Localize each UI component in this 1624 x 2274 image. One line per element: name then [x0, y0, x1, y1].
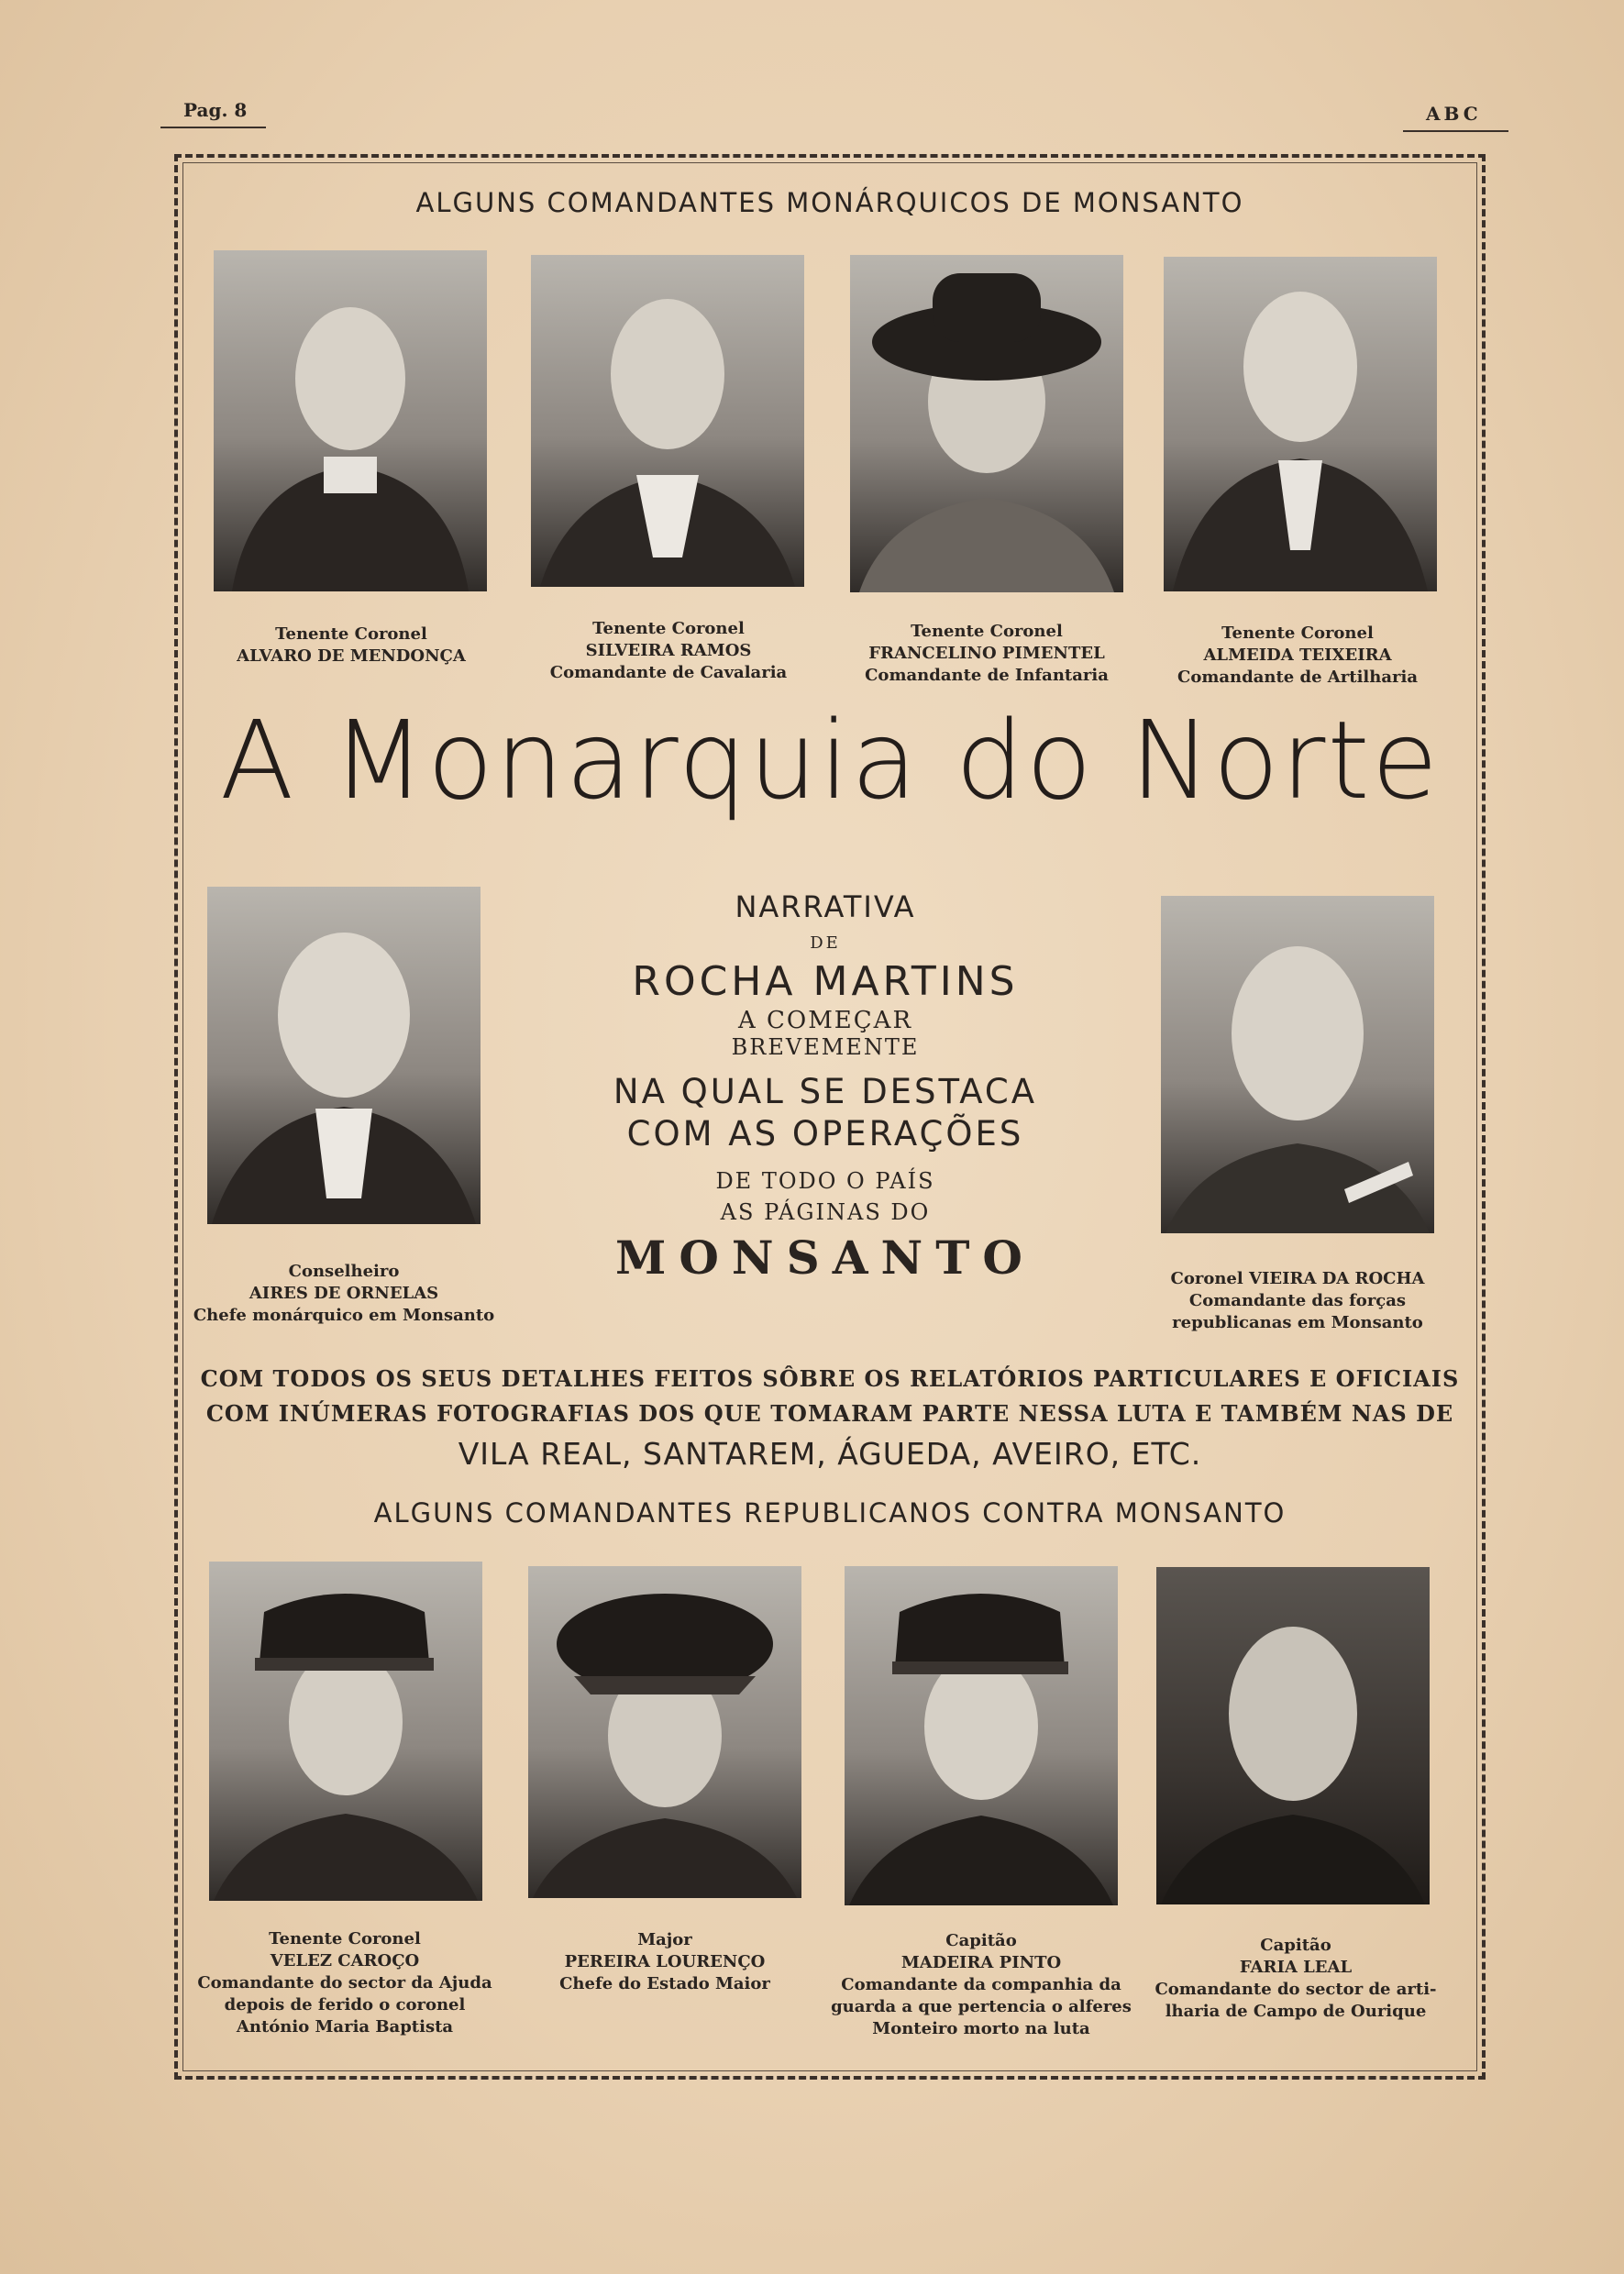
- caption-name: FARIA LEAL: [1239, 1958, 1353, 1977]
- caption-name: SILVEIRA RAMOS: [585, 641, 752, 660]
- portrait-madeira-pinto: [845, 1566, 1118, 1905]
- portrait-silveira-ramos: [531, 255, 804, 587]
- portrait-alvaro-de-mendonca: [214, 250, 487, 591]
- caption-role-cont: guarda a que pertencia o alferes: [831, 1997, 1132, 2016]
- author-name: ROCHA MARTINS: [632, 958, 1019, 1005]
- portrait-pereira-lourenco: [528, 1566, 801, 1898]
- body-line-places: VILA REAL, SANTAREM, ÁGUEDA, AVEIRO, ETC.: [458, 1436, 1202, 1472]
- main-headline: A Monarquia do Norte: [219, 697, 1441, 823]
- monarchist-section-title: ALGUNS COMANDANTES MONÁRQUICOS DE MONSANTO: [415, 187, 1244, 218]
- caption-vieira-da-rocha: [1137, 1268, 1458, 1334]
- caption-role: Comandante de Infantaria: [865, 666, 1109, 685]
- caption-role: Comandante do sector de arti-: [1154, 1980, 1437, 1999]
- caption-rank: Capitão: [945, 1931, 1017, 1950]
- portrait-francelino-pimentel: [850, 255, 1123, 592]
- caption-role-cont: lharia de Campo de Ourique: [1165, 2002, 1427, 2021]
- caption-rank: Capitão: [1260, 1936, 1331, 1955]
- portrait-faria-leal: [1156, 1567, 1430, 1904]
- caption-rank: Tenente Coronel: [911, 622, 1063, 641]
- caption-aires-de-ornelas: [174, 1261, 514, 1327]
- caption-role: Comandante das forças: [1188, 1291, 1407, 1310]
- caption-name: VELEZ CAROÇO: [270, 1951, 420, 1970]
- destaca-line: NA QUAL SE DESTACA: [613, 1072, 1038, 1111]
- monsanto-title: MONSANTO: [615, 1231, 1035, 1285]
- caption-name: FRANCELINO PIMENTEL: [868, 644, 1105, 663]
- narrativa-label: NARRATIVA: [735, 889, 916, 924]
- caption-velez-caroco: [174, 1928, 515, 2038]
- body-line-1: COM TODOS OS SEUS DETALHES FEITOS SÔBRE OS RELATÓRIOS PARTICULARES E OFICIAIS: [200, 1365, 1460, 1392]
- serial-announcement: [550, 889, 1100, 1285]
- caption-name: ALVARO DE MENDONÇA: [237, 646, 466, 666]
- pais-line: DE TODO O PAÍS: [715, 1168, 935, 1194]
- page-number: Pag. 8: [183, 99, 248, 121]
- caption-almeida-teixeira: [1130, 623, 1465, 689]
- caption-name: PEREIRA LOURENÇO: [564, 1952, 766, 1971]
- republican-section-title: ALGUNS COMANDANTES REPUBLICANOS CONTRA MONSANTO: [373, 1497, 1287, 1529]
- caption-role-cont: republicanas em Monsanto: [1172, 1313, 1423, 1332]
- body-line-2: COM INÚMERAS FOTOGRAFIAS DOS QUE TOMARAM PARTE NESSA LUTA E TAMBÉM NAS DE: [205, 1400, 1454, 1427]
- portrait-velez-caroco: [209, 1562, 482, 1901]
- caption-role: Chefe do Estado Maior: [559, 1974, 770, 1993]
- caption-name: MADEIRA PINTO: [900, 1953, 1062, 1972]
- caption-francelino-pimentel: [819, 621, 1154, 687]
- portrait-almeida-teixeira: [1164, 257, 1437, 591]
- caption-alvaro-de-mendonca: [183, 624, 519, 668]
- caption-name: AIRES DE ORNELAS: [249, 1284, 439, 1303]
- caption-madeira-pinto: [812, 1930, 1151, 2040]
- caption-rank: Major: [637, 1930, 692, 1949]
- paginas-line: AS PÁGINAS DO: [720, 1199, 931, 1225]
- a-comecar-label: A COMEÇAR: [737, 1007, 913, 1034]
- caption-role: Comandante do sector da Ajuda: [197, 1973, 492, 1993]
- operacoes-line: COM AS OPERAÇÕES: [626, 1114, 1024, 1154]
- caption-rank: Tenente Coronel: [275, 624, 427, 644]
- caption-role-cont: Monteiro morto na luta: [872, 2019, 1090, 2038]
- caption-faria-leal: [1126, 1935, 1465, 2023]
- caption-role: Chefe monárquico em Monsanto: [193, 1306, 495, 1325]
- caption-role: Comandante de Artilharia: [1177, 668, 1418, 687]
- portrait-aires-de-ornelas: [207, 887, 481, 1224]
- caption-role: Comandante da companhia da: [841, 1975, 1121, 1994]
- caption-pereira-lourenco: [495, 1929, 834, 1995]
- announcement-body: [174, 1362, 1486, 1472]
- brevemente-label: BREVEMENTE: [731, 1034, 920, 1060]
- portrait-vieira-da-rocha: [1161, 896, 1434, 1233]
- caption-role: Comandante de Cavalaria: [549, 663, 788, 682]
- caption-role-cont: depois de ferido o coronel: [224, 1995, 466, 2015]
- caption-role-cont: António Maria Baptista: [236, 2017, 454, 2037]
- caption-rank: Tenente Coronel: [269, 1929, 421, 1948]
- caption-name: ALMEIDA TEIXEIRA: [1203, 646, 1392, 665]
- caption-rank: Tenente Coronel: [592, 619, 745, 638]
- caption-rank: Tenente Coronel: [1221, 624, 1374, 643]
- caption-name: Coronel VIEIRA DA ROCHA: [1170, 1269, 1425, 1288]
- de-label: DE: [810, 933, 841, 953]
- caption-silveira-ramos: [501, 618, 836, 684]
- caption-rank: Conselheiro: [288, 1262, 400, 1281]
- publication-name: ABC: [1426, 103, 1482, 125]
- header-rule-right: [1403, 130, 1508, 132]
- header-rule-left: [160, 127, 266, 128]
